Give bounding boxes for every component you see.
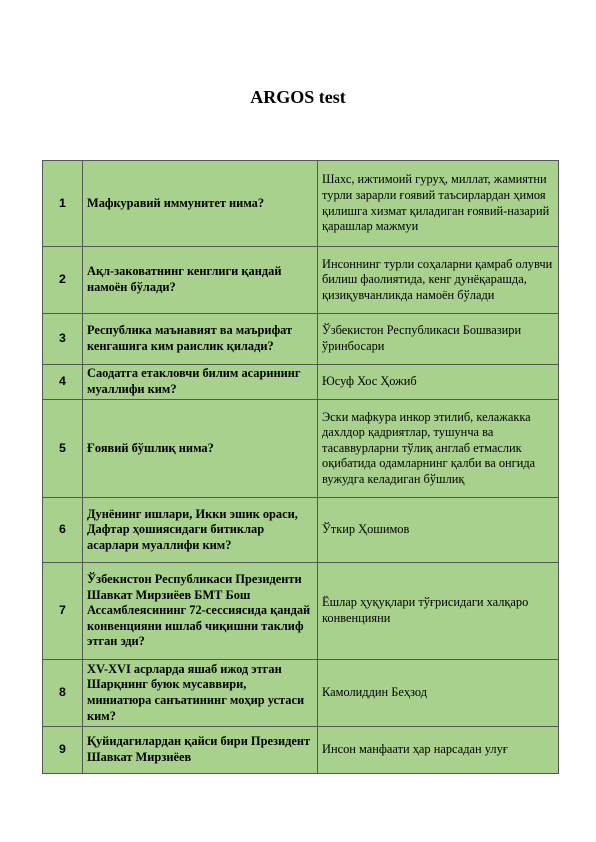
question-cell: Ақл-заковатнинг кенглиги қандай намоён бўлади? — [83, 247, 318, 314]
question-cell: Ғоявий бўшлиқ нима? — [83, 400, 318, 498]
table-row — [43, 498, 559, 563]
table-row — [43, 247, 559, 314]
question-cell: Республика маънавият ва маърифат кенгашига ким раислик қилади? — [83, 314, 318, 365]
answer-cell: Инсон манфаати ҳар нарсадан улуғ — [318, 727, 559, 774]
page-title: ARGOS test — [250, 87, 346, 107]
row-number: 3 — [43, 314, 83, 365]
question-cell: Ўзбекистон Республикаси Президенти Шавкат Мирзиёев БМТ Бош Ассамблеясининг 72-сессиясида қандай конвенцияни ишлаб чиқишни таклиф этган эди? — [83, 563, 318, 660]
row-number: 2 — [43, 247, 83, 314]
question-answer-table — [42, 160, 559, 774]
answer-cell: Инсоннинг турли соҳаларни қамраб олувчи билиш фаолиятида, кенг дунёқарашда, қизиқувчанликда намоён бўлади — [318, 247, 559, 314]
row-number: 4 — [43, 365, 83, 400]
answer-cell: Ёшлар ҳуқуқлари тўғрисидаги халқаро конвенцияни — [318, 563, 559, 660]
question-cell: XV-XVI асрларда яшаб ижод этган Шарқнинг буюк мусаввири, миниатюра санъатининг моҳир устаси ким? — [83, 660, 318, 727]
question-cell: Саодатга етакловчи билим асарининг муаллифи ким? — [83, 365, 318, 400]
table-row — [43, 314, 559, 365]
table-row — [43, 660, 559, 727]
answer-cell: Юсуф Хос Ҳожиб — [318, 365, 559, 400]
row-number: 5 — [43, 400, 83, 498]
table-row — [43, 727, 559, 774]
row-number: 7 — [43, 563, 83, 660]
question-cell: Қуйидагилардан қайси бири Президент Шавкат Мирзиёев — [83, 727, 318, 774]
row-number: 6 — [43, 498, 83, 563]
answer-cell: Шахс, ижтимоий гуруҳ, миллат, жамиятни турли зарарли ғоявий таъсирлардан ҳимоя қилишга хизмат қиладиган ғоявий-назарий қарашлар мажмуи — [318, 161, 559, 247]
answer-cell: Ўзбекистон Республикаси Бошвазири ўринбосари — [318, 314, 559, 365]
row-number: 8 — [43, 660, 83, 727]
answer-cell: Эски мафкура инкор этилиб, келажакка дахлдор қадриятлар, тушунча ва тасаввурларни тўлиқ англаб етмаслик оқибатида одамларнинг қалби ва онгида вужудга келадиган бўшлиқ — [318, 400, 559, 498]
row-number: 1 — [43, 161, 83, 247]
table-row — [43, 161, 559, 247]
question-cell: Мафкуравий иммунитет нима? — [83, 161, 318, 247]
answer-cell: Камолиддин Беҳзод — [318, 660, 559, 727]
row-number: 9 — [43, 727, 83, 774]
table-row — [43, 365, 559, 400]
table-row — [43, 563, 559, 660]
answer-cell: Ўткир Ҳошимов — [318, 498, 559, 563]
table-row — [43, 400, 559, 498]
question-cell: Дунёнинг ишлари, Икки эшик ораси, Дафтар ҳошиясидаги битиклар асарлари муаллифи ким? — [83, 498, 318, 563]
